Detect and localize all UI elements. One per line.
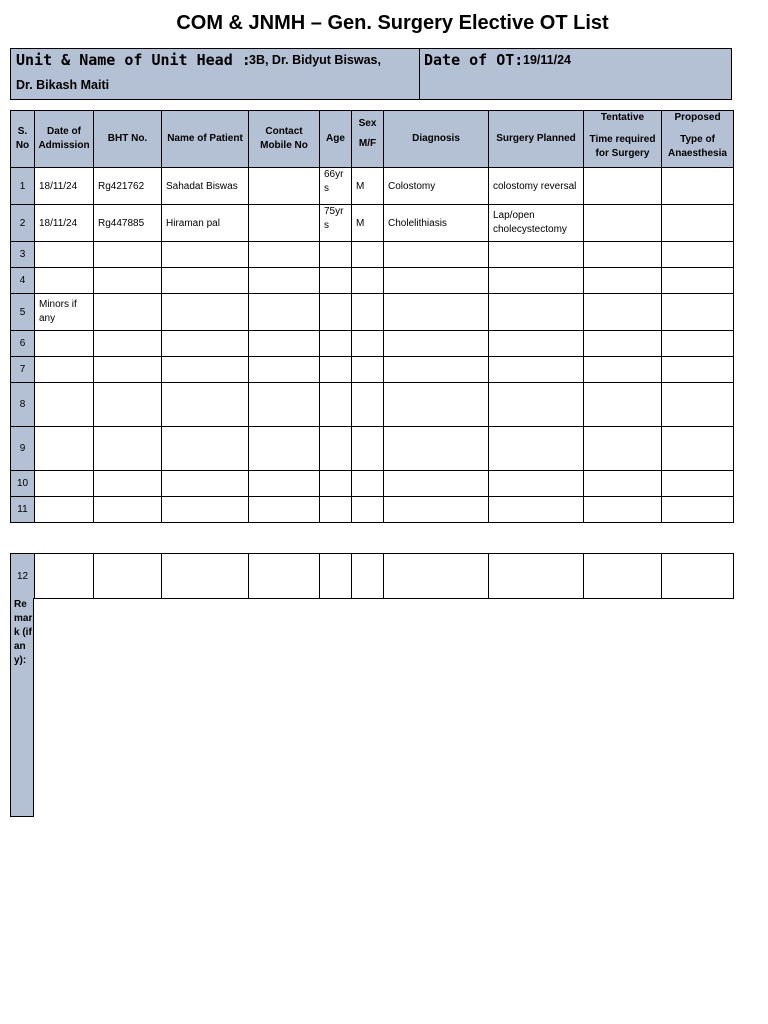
table-row xyxy=(11,242,734,268)
cell-contact xyxy=(249,471,320,497)
col-sex xyxy=(352,111,384,168)
cell-diagnosis xyxy=(384,331,489,357)
cell-age xyxy=(320,294,352,331)
cell-bht: Rg447885 xyxy=(94,205,162,242)
cell-sex xyxy=(352,497,384,523)
cell-age xyxy=(320,268,352,294)
cell-doa: 18/11/24 xyxy=(35,205,94,242)
cell-bht xyxy=(94,471,162,497)
cell-surgery xyxy=(489,331,584,357)
cell-contact xyxy=(249,205,320,242)
cell-age xyxy=(320,554,352,599)
cell-age: 75yrs xyxy=(320,205,352,242)
cell-sex xyxy=(352,427,384,471)
cell-age: 66yrs xyxy=(320,168,352,205)
cell-contact xyxy=(249,168,320,205)
cell-age xyxy=(320,242,352,268)
cell-anaesthesia xyxy=(662,294,734,331)
cell-surgery: colostomy reversal xyxy=(489,168,584,205)
cell-anaesthesia xyxy=(662,357,734,383)
row-sno: 4 xyxy=(11,268,35,294)
cell-age xyxy=(320,497,352,523)
table-row xyxy=(11,357,734,383)
cell-bht xyxy=(94,383,162,427)
cell-anaesthesia xyxy=(662,242,734,268)
cell-anaesthesia xyxy=(662,497,734,523)
cell-bht xyxy=(94,268,162,294)
cell-name xyxy=(162,471,249,497)
cell-anaesthesia xyxy=(662,268,734,294)
cell-contact xyxy=(249,427,320,471)
cell-age xyxy=(320,331,352,357)
table-row xyxy=(11,268,734,294)
row-sno: 2 xyxy=(11,205,35,242)
cell-sex xyxy=(352,554,384,599)
cell-diagnosis xyxy=(384,268,489,294)
unit-label: Unit & Name of Unit Head : xyxy=(16,51,251,69)
table-row xyxy=(11,554,734,599)
cell-doa: 18/11/24 xyxy=(35,168,94,205)
col-anaes-top: Proposed xyxy=(674,112,721,123)
cell-time xyxy=(584,242,662,268)
col-sex-bottom: M/F xyxy=(358,138,377,149)
col-time-top: Tentative xyxy=(600,112,645,123)
cell-age xyxy=(320,357,352,383)
cell-time xyxy=(584,294,662,331)
cell-contact xyxy=(249,294,320,331)
cell-doa xyxy=(35,268,94,294)
col-anaes-bottom: Type of Anaesthesia xyxy=(668,134,727,159)
table-row xyxy=(11,331,734,357)
table-header-row xyxy=(11,111,734,168)
cell-time xyxy=(584,268,662,294)
cell-name xyxy=(162,357,249,383)
cell-time xyxy=(584,427,662,471)
cell-contact xyxy=(249,383,320,427)
cell-doa: Minors if any xyxy=(35,294,94,331)
cell-anaesthesia xyxy=(662,554,734,599)
cell-diagnosis xyxy=(384,294,489,331)
cell-time xyxy=(584,168,662,205)
col-name-of-patient: Name of Patient xyxy=(162,111,249,168)
col-bht-no: BHT No. xyxy=(94,111,162,168)
cell-sex: M xyxy=(352,205,384,242)
cell-sex xyxy=(352,294,384,331)
cell-doa xyxy=(35,242,94,268)
page-title: COM & JNMH – Gen. Surgery Elective OT List xyxy=(176,12,609,34)
col-anaesthesia xyxy=(662,111,734,168)
cell-diagnosis xyxy=(384,497,489,523)
cell-diagnosis xyxy=(384,554,489,599)
cell-diagnosis xyxy=(384,242,489,268)
row-sno: 11 xyxy=(11,497,35,523)
cell-surgery xyxy=(489,383,584,427)
cell-name xyxy=(162,497,249,523)
cell-age xyxy=(320,383,352,427)
cell-diagnosis xyxy=(384,357,489,383)
cell-time xyxy=(584,357,662,383)
cell-name xyxy=(162,331,249,357)
cell-bht xyxy=(94,242,162,268)
cell-doa xyxy=(35,383,94,427)
ot-list-table xyxy=(10,110,734,523)
cell-name xyxy=(162,554,249,599)
cell-name xyxy=(162,268,249,294)
cell-age xyxy=(320,427,352,471)
row-sno: 5 xyxy=(11,294,35,331)
cell-doa xyxy=(35,357,94,383)
cell-surgery xyxy=(489,357,584,383)
row-sno: 12 xyxy=(11,554,35,599)
cell-contact xyxy=(249,242,320,268)
cell-doa xyxy=(35,554,94,599)
table-row xyxy=(11,471,734,497)
table-row xyxy=(11,427,734,471)
cell-name: Hiraman pal xyxy=(162,205,249,242)
date-value: 19/11/24 xyxy=(523,53,571,67)
cell-contact xyxy=(249,268,320,294)
cell-sex xyxy=(352,357,384,383)
cell-sex xyxy=(352,242,384,268)
cell-diagnosis xyxy=(384,471,489,497)
cell-bht xyxy=(94,427,162,471)
row-sno: 3 xyxy=(11,242,35,268)
cell-surgery xyxy=(489,242,584,268)
cell-bht xyxy=(94,357,162,383)
col-age: Age xyxy=(320,111,352,168)
cell-surgery xyxy=(489,427,584,471)
cell-anaesthesia xyxy=(662,471,734,497)
cell-name xyxy=(162,294,249,331)
cell-name xyxy=(162,383,249,427)
col-surgery-planned: Surgery Planned xyxy=(489,111,584,168)
col-contact-mobile: Contact Mobile No xyxy=(249,111,320,168)
row-sno: 7 xyxy=(11,357,35,383)
cell-surgery: Lap/open cholecystectomy xyxy=(489,205,584,242)
cell-contact xyxy=(249,497,320,523)
cell-anaesthesia xyxy=(662,427,734,471)
cell-name xyxy=(162,242,249,268)
row-sno: 10 xyxy=(11,471,35,497)
col-date-of-admission: Date of Admission xyxy=(35,111,94,168)
cell-contact xyxy=(249,554,320,599)
cell-anaesthesia xyxy=(662,205,734,242)
cell-diagnosis: Cholelithiasis xyxy=(384,205,489,242)
cell-doa xyxy=(35,471,94,497)
table-row xyxy=(11,168,734,205)
cell-bht xyxy=(94,294,162,331)
cell-name: Sahadat Biswas xyxy=(162,168,249,205)
cell-surgery xyxy=(489,268,584,294)
cell-contact xyxy=(249,357,320,383)
col-sno: S. No xyxy=(11,111,35,168)
cell-doa xyxy=(35,497,94,523)
table-row xyxy=(11,383,734,427)
cell-anaesthesia xyxy=(662,331,734,357)
table-row xyxy=(11,497,734,523)
cell-bht: Rg421762 xyxy=(94,168,162,205)
cell-bht xyxy=(94,331,162,357)
header-box xyxy=(10,48,732,100)
cell-time xyxy=(584,383,662,427)
col-diagnosis: Diagnosis xyxy=(384,111,489,168)
cell-age xyxy=(320,471,352,497)
cell-diagnosis xyxy=(384,383,489,427)
cell-diagnosis: Colostomy xyxy=(384,168,489,205)
cell-sex xyxy=(352,268,384,294)
cell-bht xyxy=(94,497,162,523)
cell-anaesthesia xyxy=(662,168,734,205)
cell-contact xyxy=(249,331,320,357)
col-sex-top: Sex xyxy=(358,118,377,129)
cell-surgery xyxy=(489,294,584,331)
cell-sex: M xyxy=(352,168,384,205)
cell-name xyxy=(162,427,249,471)
row-sno: 1 xyxy=(11,168,35,205)
row-sno: 8 xyxy=(11,383,35,427)
cell-surgery xyxy=(489,497,584,523)
col-time-required xyxy=(584,111,662,168)
table-row xyxy=(11,205,734,242)
cell-time xyxy=(584,554,662,599)
row-sno: 6 xyxy=(11,331,35,357)
unit-value-line2: Dr. Bikash Maiti xyxy=(16,78,110,92)
remarks-label: Remark (if any): xyxy=(10,598,34,817)
ot-list-table-continued xyxy=(10,553,734,599)
row-sno: 9 xyxy=(11,427,35,471)
cell-bht xyxy=(94,554,162,599)
cell-time xyxy=(584,497,662,523)
cell-diagnosis xyxy=(384,427,489,471)
col-time-bottom: Time required for Surgery xyxy=(589,134,656,159)
cell-surgery xyxy=(489,471,584,497)
cell-time xyxy=(584,205,662,242)
table-row xyxy=(11,294,734,331)
date-label: Date of OT: xyxy=(424,51,524,69)
cell-time xyxy=(584,331,662,357)
cell-time xyxy=(584,471,662,497)
unit-value-line1: 3B, Dr. Bidyut Biswas, xyxy=(249,53,381,67)
cell-doa xyxy=(35,331,94,357)
cell-surgery xyxy=(489,554,584,599)
cell-sex xyxy=(352,331,384,357)
cell-anaesthesia xyxy=(662,383,734,427)
cell-doa xyxy=(35,427,94,471)
cell-sex xyxy=(352,471,384,497)
cell-sex xyxy=(352,383,384,427)
header-divider xyxy=(419,49,420,99)
